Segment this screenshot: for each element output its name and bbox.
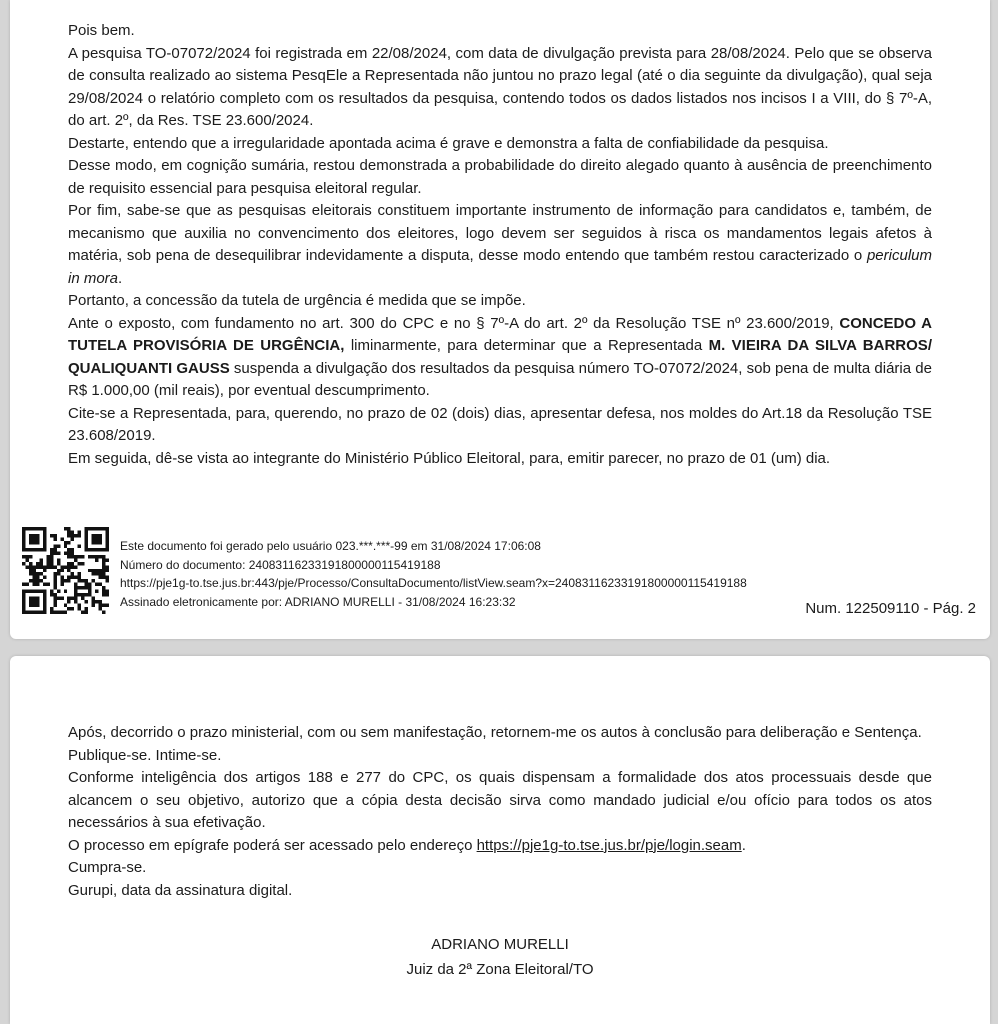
stamp-signed-by-line: Assinado eletronicamente por: ADRIANO MURELLI - 31/08/2024 16:23:32 (120, 594, 516, 609)
paragraph-apos-prazo: Após, decorrido o prazo ministerial, com ou sem manifestação, retornem-me os autos à conclusão para deliberação e Sentença. (68, 724, 922, 741)
paragraph-run: . (118, 269, 123, 287)
paragraph-run: O processo em epígrafe poderá ser acessado pelo endereço (68, 836, 477, 854)
judge-role: Juiz da 2ª Zona Eleitoral/TO (406, 961, 594, 978)
digital-signature-stamp (22, 527, 747, 614)
pje-login-link[interactable]: https://pje1g-to.tse.jus.br/pje/login.seam (476, 836, 742, 854)
stamp-generated-line: Este documento foi gerado pelo usuário 023.***.***-99 em 31/08/2024 17:06:08 (120, 539, 541, 553)
paragraph-gurupi-data: Gurupi, data da assinatura digital. (68, 881, 293, 899)
paragraph-portanto: Portanto, a concessão da tutela de urgência é medida que se impõe. (68, 292, 526, 309)
document-page-1 (10, 0, 990, 639)
qr-code-icon (22, 527, 109, 614)
stamp-metadata (120, 527, 747, 611)
page-number-label: Num. 122509110 - Pág. 2 (805, 600, 976, 617)
paragraph-run: Por fim, sabe-se que as pesquisas eleitorais constituem importante instrumento de informação para candidatos e, também, de mecanismo que auxilia no convencimento dos eleitores, logo devem ser seguidos à risca os mandamentos legais afetos à matéria, sob pena de desequilibrar indevidamente a disputa, desse modo entendo que também restou caracterizado o (68, 202, 932, 264)
paragraph-pois-bem: Pois bem. (68, 22, 135, 39)
page-1-body (10, 0, 990, 470)
paragraph-pesquisa-registro: A pesquisa TO-07072/2024 foi registrada em 22/08/2024, com data de divulgação prevista para 28/08/2024. Pelo que se observa de consulta realizado ao sistema PesqEle a Representada não juntou no prazo legal (até o dia seguinte da divulgação), qual seja 29/08/2024 o relatório completo com os resultados da pesquisa, contendo todos os dados listados nos incisos I a VIII, do § 7º-A, do art. 2º, da Res. TSE 23.600/2024. (68, 44, 932, 129)
stamp-document-number-line: Número do documento: 24083116233191800000115419188 (120, 557, 441, 572)
paragraph-decisao-tutela (68, 313, 932, 403)
paragraph-run: liminarmente, para determinar que a Representada (344, 337, 709, 354)
signature-block (68, 932, 932, 982)
paragraph-conforme-cpc: Conforme inteligência dos artigos 188 e 277 do CPC, os quais dispensam a formalidade dos atos processuais desde que alcancem o seu objetivo, autorizo que a cópia desta decisão sirva como mandado judicial e/ou ofício para todos os atos necessários à sua efetivação. (68, 769, 932, 831)
paragraph-acesso-processo (68, 835, 932, 858)
paragraph-run: suspenda a divulgação dos resultados da pesquisa número TO-07072/2024, sob pena de multa diária de R$ 1.000,00 (mil reais), por eventual descumprimento. (68, 359, 932, 399)
paragraph-por-fim (68, 200, 932, 290)
periculum-in-mora-italic: periculum in mora (68, 247, 932, 287)
stamp-verification-url-line: https://pje1g-to.tse.jus.br:443/pje/Processo/ConsultaDocumento/listView.seam?x=24083116233191800000115419188 (120, 576, 747, 590)
paragraph-cognicao-sumaria: Desse modo, em cognição sumária, restou demonstrada a probabilidade do direito alegado quanto à ausência de preenchimento de requisito essencial para pesquisa eleitoral regular. (68, 157, 932, 197)
paragraph-cite-se: Cite-se a Representada, para, querendo, no prazo de 02 (dois) dias, apresentar defesa, nos moldes do Art.18 da Resolução TSE 23.608/2019. (68, 404, 932, 444)
judge-name: ADRIANO MURELLI (431, 936, 569, 953)
paragraph-run: . (741, 836, 746, 854)
document-page-2 (10, 656, 990, 1024)
paragraph-destarte: Destarte, entendo que a irregularidade apontada acima é grave e demonstra a falta de confiabilidade da pesquisa. (68, 134, 829, 152)
paragraph-publique-se: Publique-se. Intime-se. (68, 746, 222, 764)
paragraph-vista-mpe: Em seguida, dê-se vista ao integrante do Ministério Público Eleitoral, para, emitir parecer, no prazo de 01 (um) dia. (68, 449, 831, 467)
paragraph-cumpra-se: Cumpra-se. (68, 859, 147, 876)
concedo-tutela-bold: CONCEDO A TUTELA PROVISÓRIA DE URGÊNCIA, (68, 314, 932, 354)
representada-nome-bold: M. VIEIRA DA SILVA BARROS/ QUALIQUANTI GAUSS (68, 337, 932, 377)
page-2-body (10, 656, 990, 982)
paragraph-run: Ante o exposto, com fundamento no art. 300 do CPC e no § 7º-A do art. 2º da Resolução TSE nº 23.600/2019, (68, 314, 840, 332)
